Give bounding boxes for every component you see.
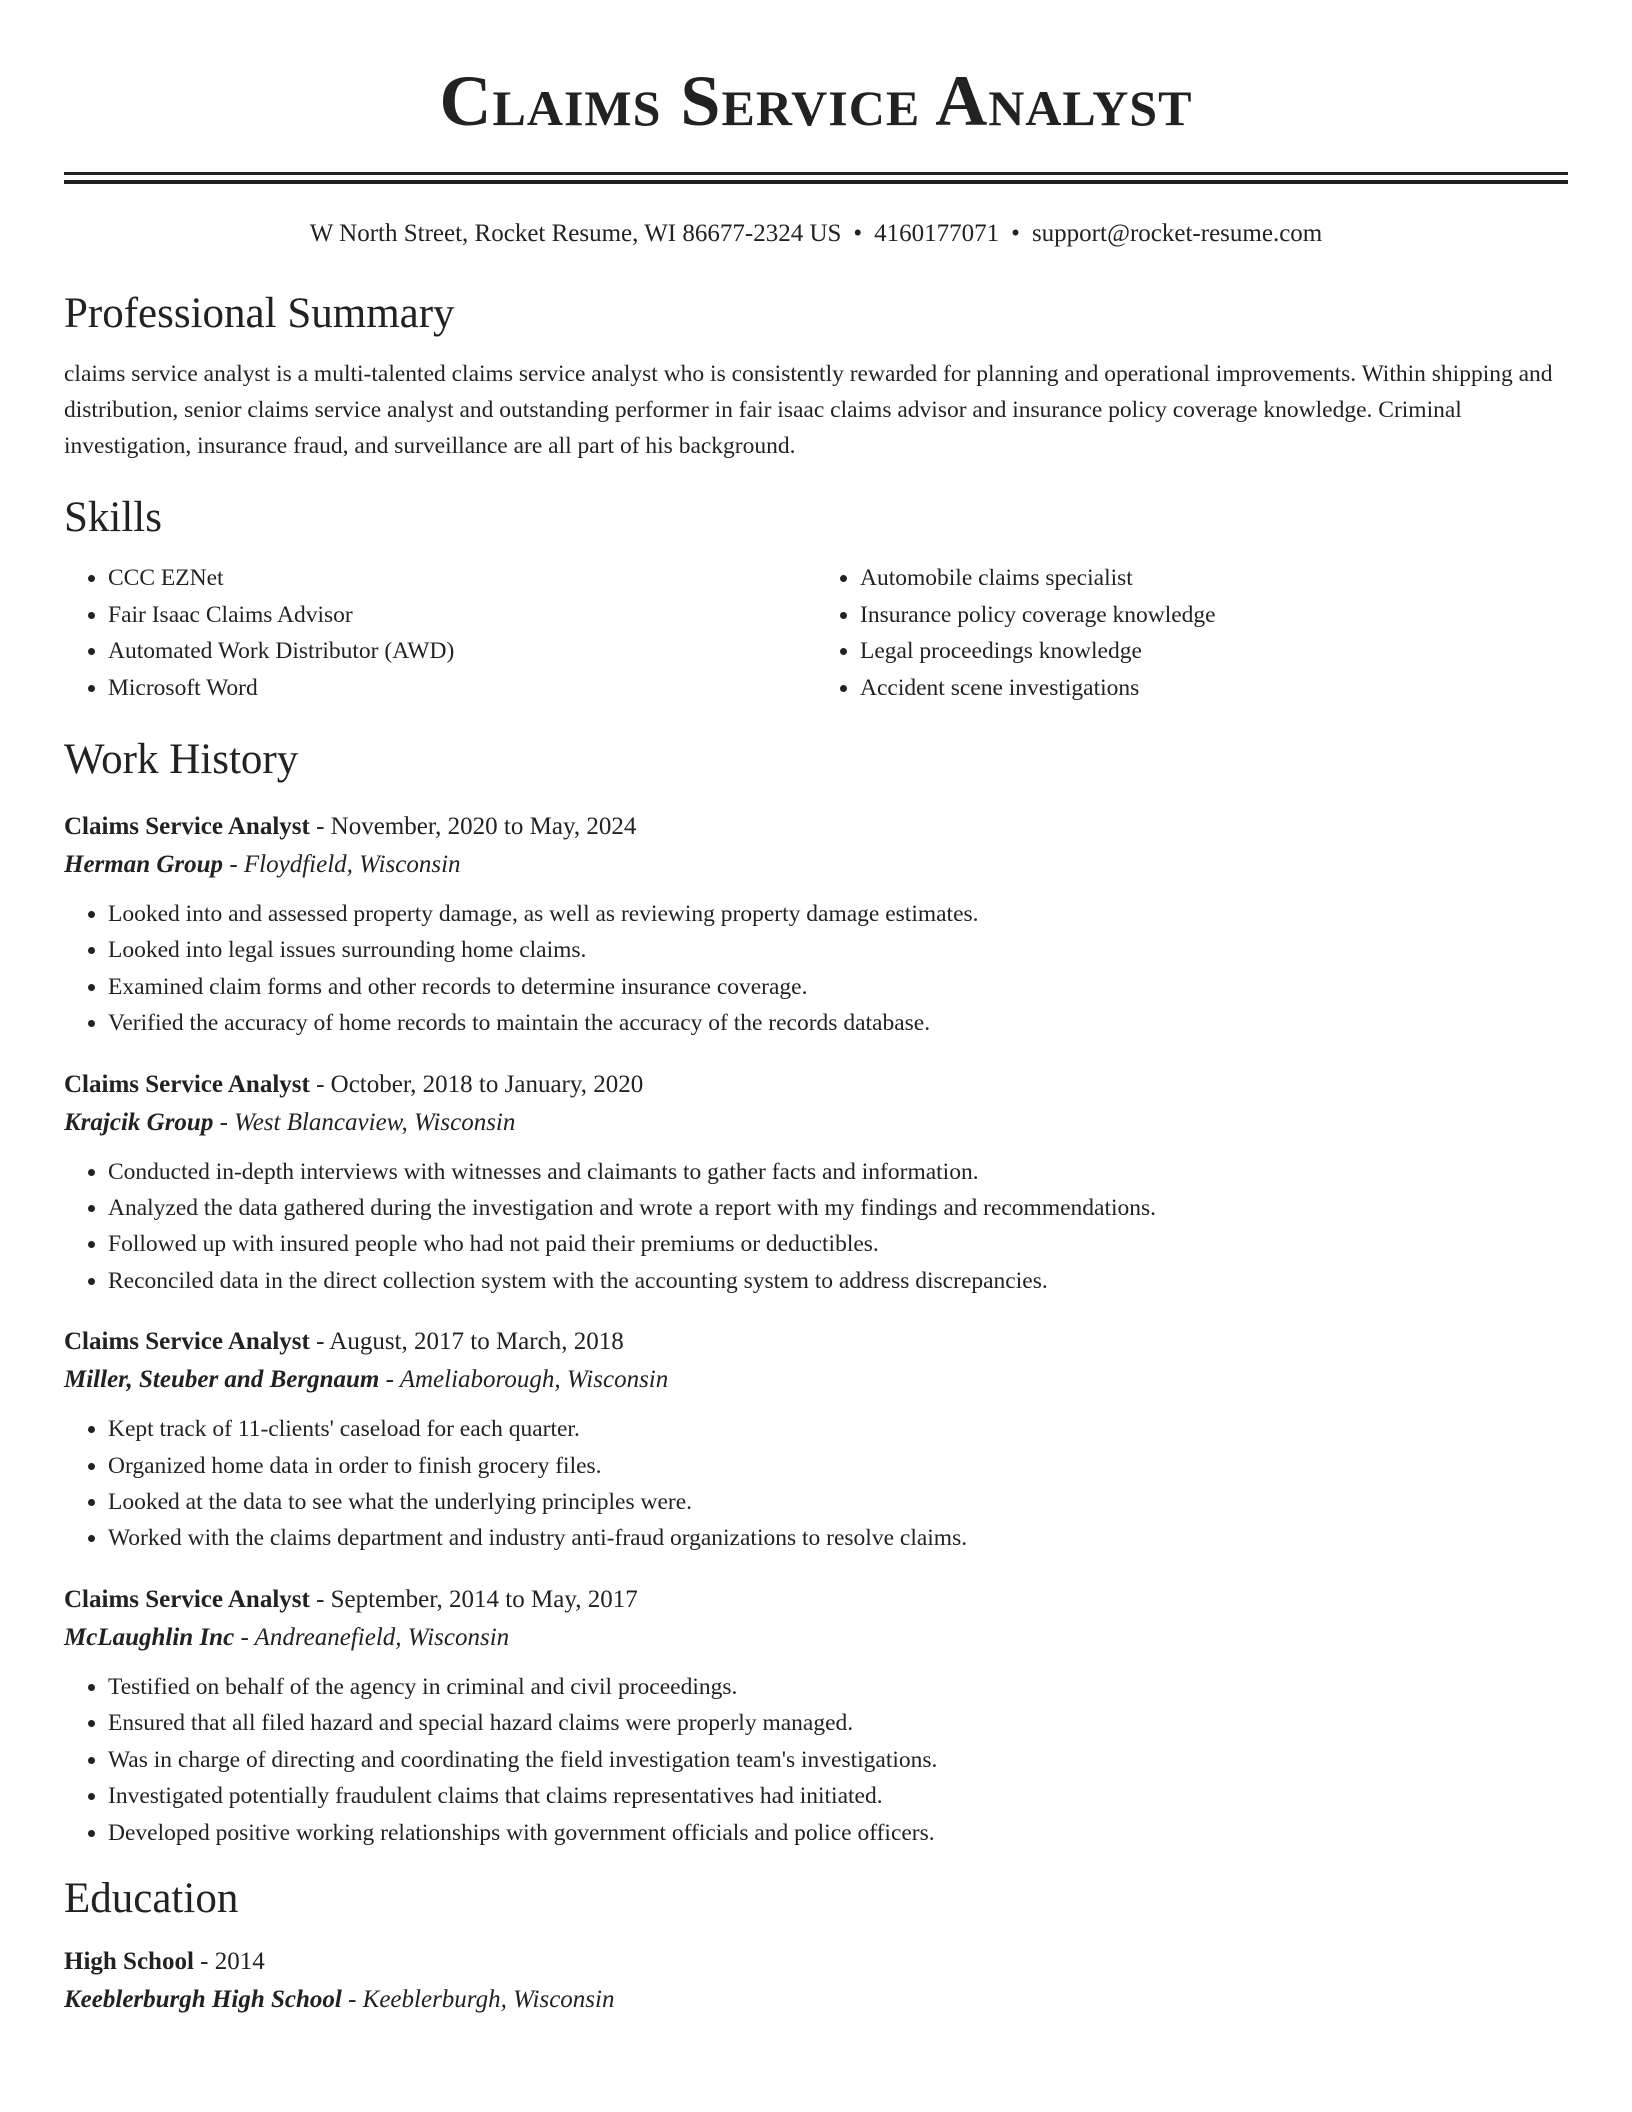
job-bullet: • Organized home data in order to finish grocery files. [108,1448,1568,1484]
job-bullet: • Analyzed the data gathered during the investigation and wrote a report with my findings and recommendations. [108,1190,1568,1226]
contact-email: support@rocket-resume.com [1031,220,1323,247]
job-bullets [64,1411,1568,1557]
skills-list [64,560,1568,706]
job-bullet: • Looked at the data to see what the underlying principles were. [108,1484,1568,1520]
summary-heading: Professional Summary [64,290,455,337]
job-title: Claims Service Analyst [64,1070,310,1098]
job-dates: - November, 2020 to May, 2024 [309,813,637,840]
contact-address: W North Street, Rocket Resume, WI 86677-2324 US [309,220,842,247]
company-line [64,1619,1568,1657]
job-bullet: • Looked into and assessed property damage, as well as reviewing property damage estimates. [108,896,1568,932]
job-title: Claims Service Analyst [64,1585,310,1613]
company-location: - Ameliaborough, Wisconsin [379,1366,669,1394]
skill-item: • Insurance policy coverage knowledge [860,597,1568,634]
skill-item: • CCC EZNet [108,560,816,597]
job-title: Claims Service Analyst [64,1328,310,1356]
work-history-list [64,808,1568,1851]
education-heading: Education [64,1874,239,1922]
company-location: - Floydfield, Wisconsin [223,851,461,878]
job-bullet: • Testified on behalf of the agency in criminal and civil proceedings. [108,1669,1568,1705]
job-dates: - August, 2017 to March, 2018 [309,1328,624,1356]
skill-item: • Accident scene investigations [860,670,1568,707]
company-name: Krajcik Group [64,1108,214,1136]
job-bullet: • Worked with the claims department and industry anti-fraud organizations to resolve claims. [108,1520,1568,1556]
job-bullet: • Developed positive working relationships with government officials and police officers. [108,1815,1568,1851]
company-line [64,1361,1568,1399]
company-name: McLaughlin Inc [64,1623,235,1651]
job-title: Claims Service Analyst [64,813,310,840]
company-name: Herman Group [64,851,224,878]
job-bullet: • Kept track of 11-clients' caseload for each quarter. [108,1411,1568,1447]
job-bullets [64,896,1568,1042]
contact-line [64,218,1568,250]
work-history-heading: Work History [64,736,299,783]
job-entry [64,1581,1568,1851]
school-location: - Keeblerburgh, Wisconsin [341,1985,615,2013]
contact-phone: 4160177071 [874,220,1000,247]
job-title-line [64,808,1568,846]
job-title-line [64,1581,1568,1619]
job-dates: - October, 2018 to January, 2020 [309,1070,644,1098]
degree-line [64,1943,1568,1981]
resume-title: Claims Service Analyst [439,61,1193,141]
job-entry [64,1066,1568,1300]
job-entry [64,808,1568,1042]
job-dates: - September, 2014 to May, 2017 [309,1585,638,1613]
degree-year: - 2014 [193,1947,265,1975]
education-entry [64,1943,1568,2019]
school-name: Keeblerburgh High School [64,1985,342,2013]
company-location: - West Blancaview, Wisconsin [213,1108,516,1136]
contact-separator: • [1011,220,1020,247]
school-line [64,1981,1568,2019]
job-bullet: • Was in charge of directing and coordinating the field investigation team's investigations. [108,1742,1568,1778]
skill-item: • Microsoft Word [108,670,816,707]
company-line [64,1104,1568,1142]
skills-column-right [816,560,1568,706]
job-bullets [64,1154,1568,1300]
job-title-line [64,1066,1568,1104]
skill-item: • Legal proceedings knowledge [860,633,1568,670]
job-bullets [64,1669,1568,1851]
skills-column-left [64,560,816,706]
job-title-line [64,1323,1568,1361]
contact-separator: • [853,220,863,247]
job-bullet: • Followed up with insured people who had not paid their premiums or deductibles. [108,1226,1568,1262]
summary-text: claims service analyst is a multi-talented claims service analyst who is consistently rewarded for planning and operational improvements. Within shipping and distribution, senior claims service analyst and outstanding performer in fair isaac claims advisor and insurance policy coverage knowledge. Criminal investigation, insurance fraud, and surveillance are all part of his background. [64,361,1553,459]
job-bullet: • Verified the accuracy of home records to maintain the accuracy of the records database. [108,1005,1568,1041]
job-bullet: • Examined claim forms and other records to determine insurance coverage. [108,969,1568,1005]
skills-heading: Skills [64,494,162,541]
job-bullet: • Investigated potentially fraudulent claims that claims representatives had initiated. [108,1778,1568,1814]
job-bullet: • Reconciled data in the direct collection system with the accounting system to address discrepancies. [108,1263,1568,1299]
job-bullet: • Looked into legal issues surrounding home claims. [108,932,1568,968]
skill-item: • Automobile claims specialist [860,560,1568,597]
job-bullet: • Conducted in-depth interviews with witnesses and claimants to gather facts and information. [108,1154,1568,1190]
skill-item: • Fair Isaac Claims Advisor [108,597,816,634]
title-divider [64,172,1568,184]
company-name: Miller, Steuber and Bergnaum [64,1366,380,1394]
degree-name: High School [64,1947,194,1975]
company-line [64,846,1568,884]
company-location: - Andreanefield, Wisconsin [234,1623,510,1651]
job-entry [64,1323,1568,1557]
skill-item: • Automated Work Distributor (AWD) [108,633,816,670]
job-bullet: • Ensured that all filed hazard and special hazard claims were properly managed. [108,1705,1568,1741]
